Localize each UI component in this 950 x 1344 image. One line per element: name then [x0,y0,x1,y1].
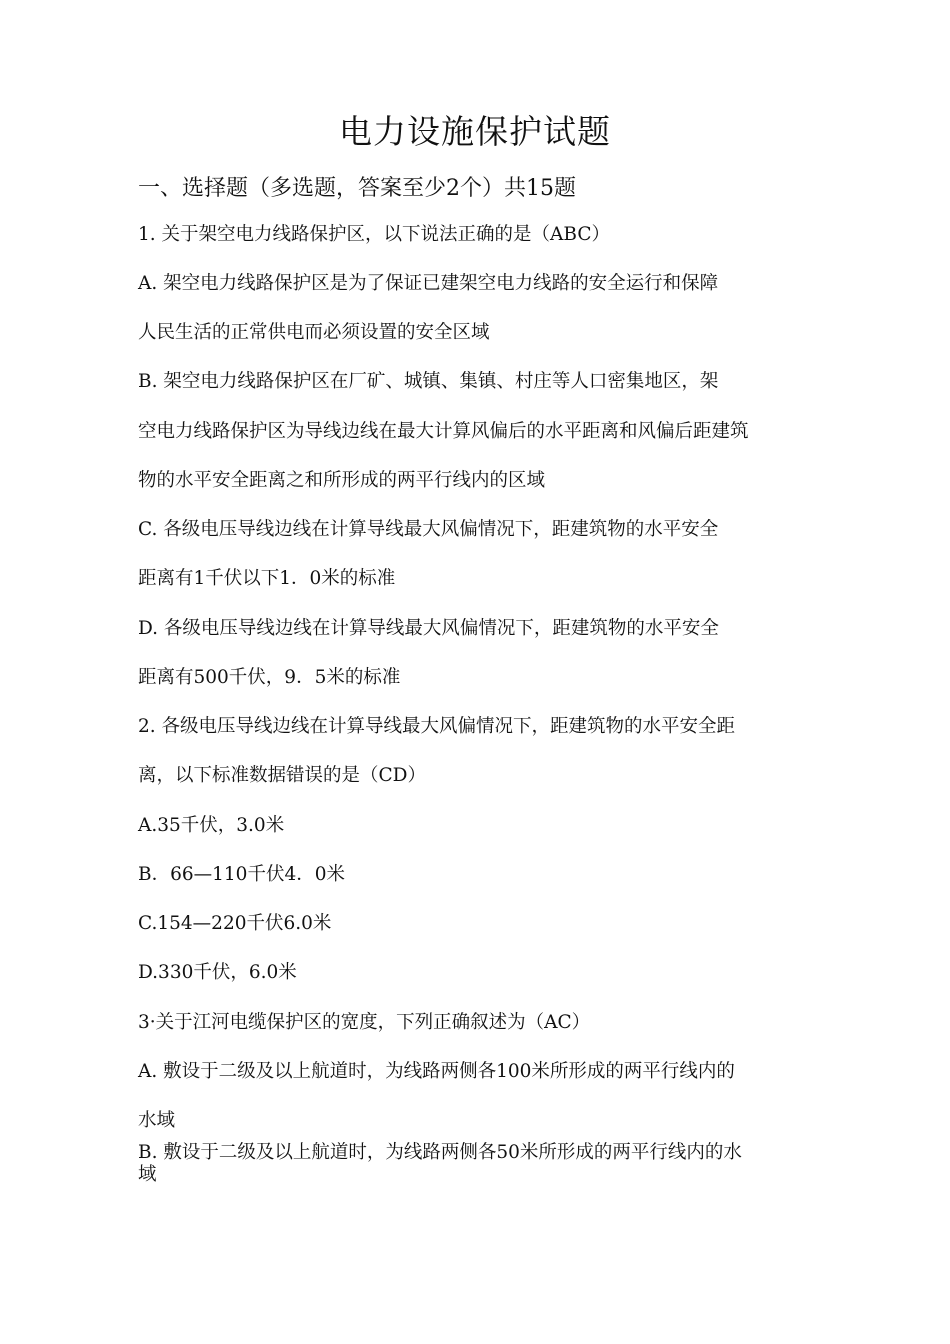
q1-option-b: B. 架空电力线路保护区在厂矿、城镇、集镇、村庄等人口密集地区，架 [138,371,719,392]
q3-option-b-cont: 域 [138,1164,157,1185]
q2-option-a: A.35千伏，3.0米 [138,815,285,836]
q2-option-b: B．66—110千伏4．0米 [138,864,345,885]
q2-option-d: D.330千伏，6.0米 [138,962,297,983]
q3-option-a: A. 敷设于二级及以上航道时，为线路两侧各100米所形成的两平行线内的 [138,1061,735,1082]
q1-option-b-cont-2: 物的水平安全距离之和所形成的两平行线内的区域 [138,470,546,491]
q1-option-c-cont: 距离有1千伏以下1．0米的标准 [138,568,396,589]
question-1: 1. 关于架空电力线路保护区，以下说法正确的是（ABC） [138,224,610,245]
q1-option-c: C. 各级电压导线边线在计算导线最大风偏情况下，距建筑物的水平安全 [138,519,719,540]
question-2: 2. 各级电压导线边线在计算导线最大风偏情况下，距建筑物的水平安全距 [138,716,736,737]
page-title: 电力设施保护试题 [339,112,611,151]
q1-option-a-cont: 人民生活的正常供电而必须设置的安全区域 [138,322,490,343]
q1-option-a: A. 架空电力线路保护区是为了保证已建架空电力线路的安全运行和保障 [138,273,719,294]
q2-option-c: C.154—220千伏6.0米 [138,913,332,934]
q3-option-b: B. 敷设于二级及以上航道时，为线路两侧各50米所形成的两平行线内的水 [138,1142,742,1163]
question-3: 3·关于江河电缆保护区的宽度，下列正确叙述为（AC） [138,1012,591,1033]
q3-option-a-cont: 水域 [138,1110,176,1131]
section-heading: 一、选择题（多选题，答案至少2个）共15题 [138,176,576,201]
q1-option-d-cont: 距离有500千伏，9．5米的标准 [138,667,401,688]
question-2-cont: 离，以下标准数据错误的是（CD） [138,765,426,786]
q1-option-d: D. 各级电压导线边线在计算导线最大风偏情况下，距建筑物的水平安全 [138,618,719,639]
q1-option-b-cont-1: 空电力线路保护区为导线边线在最大计算风偏后的水平距离和风偏后距建筑 [138,421,749,442]
